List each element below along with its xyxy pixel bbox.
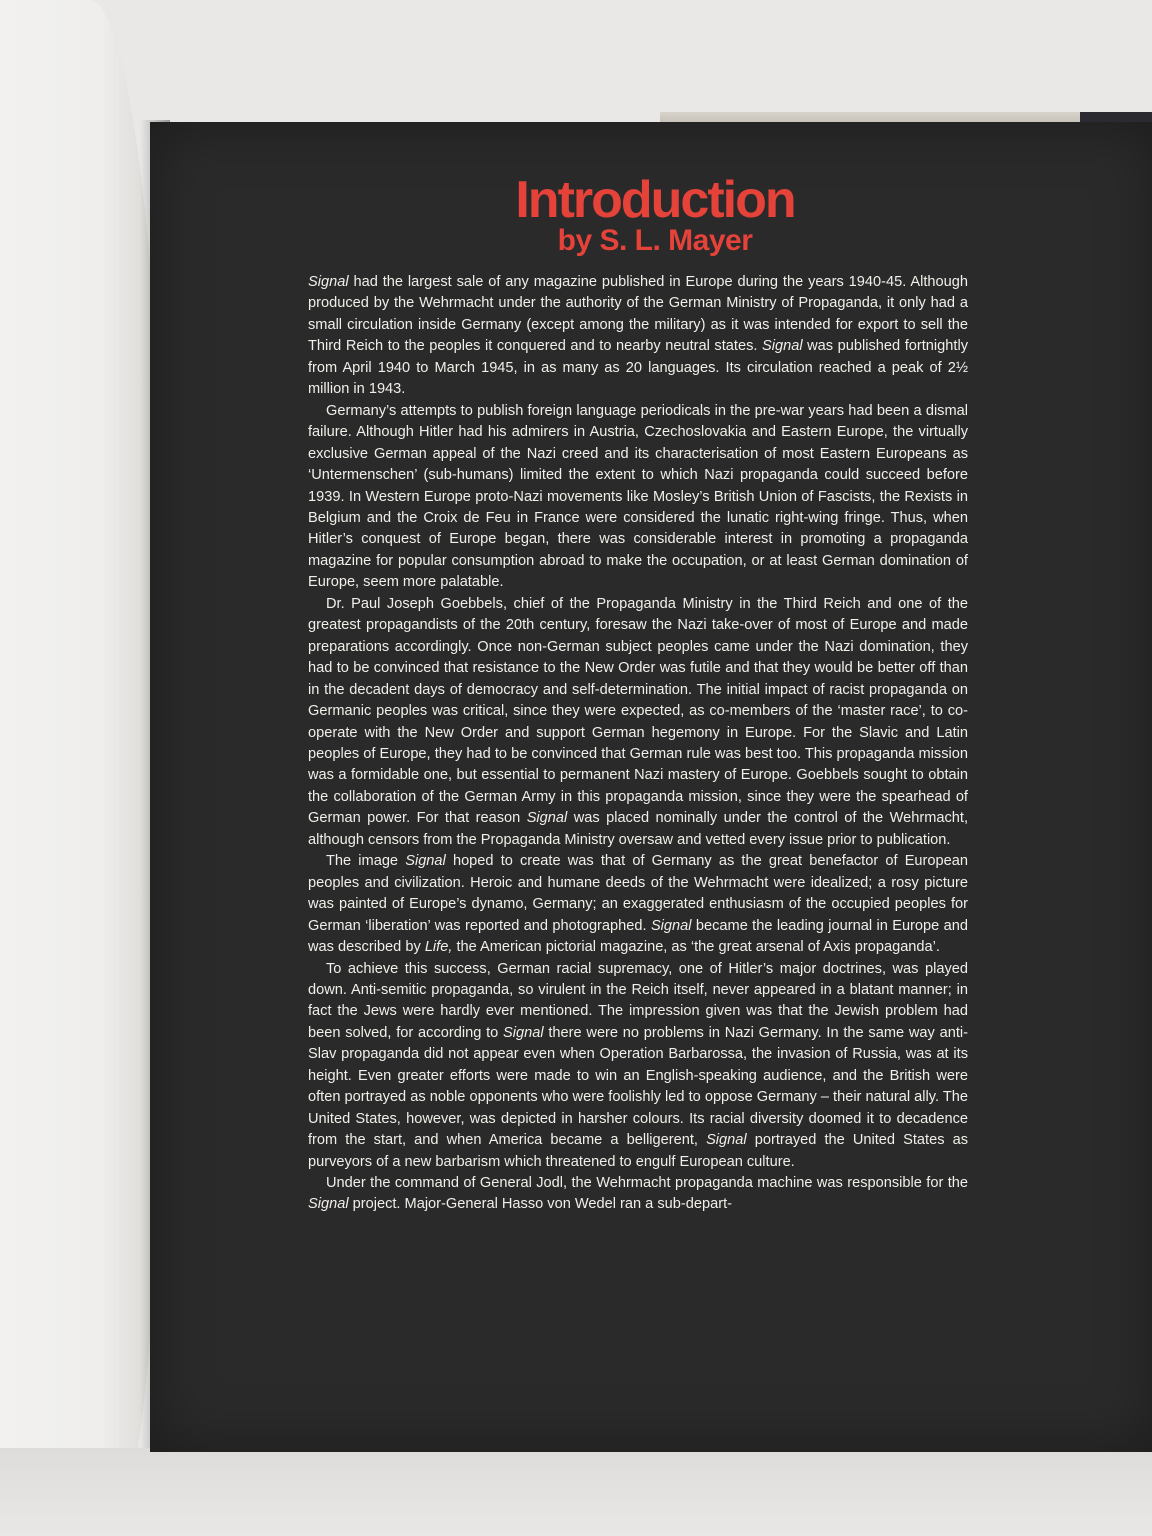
text-run: Germany’s attempts to publish foreign language periodicals in the pre-war years had been a dismal failure. Although Hitler had his admirers in Austria, Czechoslovakia and Eastern Europe, the virtually exclusive German appeal of the Nazi creed and its characterisation of most Eastern Europeans as ‘Untermenschen’ (sub-humans) limited the extent to which Nazi propaganda could succeed before 1939. In Western Europe proto-Nazi movements like Mosley’s British Union of Fascists, the Rexists in Belgium and the Croix de Feu in France were considered the lunatic right-wing fringe. Thus, when Hitler’s conquest of Europe began, there was considerable interest in promoting a propaganda magazine for popular consumption abroad to make the occupation, or at least German domination of Europe, seem more palatable. xyxy=(308,402,968,591)
text-run: was published fortnightly from April 1940 to March 1945, in as many as 20 languages. Its circulation reached a peak of 2½ million in 1943. xyxy=(308,338,968,398)
text-run: had the largest sale of any magazine published in Europe during the years 1940-45. Although produced by the Wehrmacht under the authority of the German Ministry of Propaganda, it only had a small circulation inside Germany (except among the military) as it was intended for export to sell the Third Reich to the peoples it conquered and to nearby neutral states. xyxy=(308,274,968,355)
text-run: became the leading journal in Europe and was described by xyxy=(308,917,968,956)
text-run: there were no problems in Nazi Germany. In the same way anti-Slav propaganda did not appear even when Operation Barbarossa, the invasion of Russia, was at its height. Even greater efforts were made to win an English-speaking audience, and the British were often portrayed as noble opponents who were foolishly led to oppose Germany – their natural ally. The United States, however, was depicted in harsher colours. Its racial diversity doomed it to decadence from the start, and when America became a belligerent, xyxy=(308,1024,968,1149)
italic-text-run: Signal xyxy=(762,338,803,355)
page-title: Introduction xyxy=(515,171,795,229)
text-run: Under the command of General Jodl, the Wehrmacht propaganda machine was responsible for the xyxy=(326,1175,968,1192)
italic-text-run: Signal xyxy=(526,810,568,827)
body-paragraph xyxy=(308,851,968,958)
body-paragraph xyxy=(308,401,968,594)
text-run: The image xyxy=(326,853,406,870)
text-run: hoped to create was that of Germany as the great benefactor of European peoples and civilization. Heroic and humane deeds of the Wehrmacht were idealized; a rosy picture was painted of Europe’s dynamo, Germany; an exaggerated enthusiasm of the occupied peoples for German ‘liberation’ was reported and photographed. xyxy=(308,853,968,934)
page-byline: by S. L. Mayer xyxy=(557,224,753,257)
italic-text-run: Signal xyxy=(503,1024,544,1041)
italic-text-run: Signal xyxy=(650,917,692,934)
italic-text-run: Signal xyxy=(308,274,349,290)
table-surface xyxy=(0,1448,1152,1536)
body-paragraph xyxy=(308,594,968,851)
body-paragraph xyxy=(308,1173,968,1216)
text-run: project. Major-General Hasso von Wedel ran a sub-depart- xyxy=(348,1196,732,1213)
italic-text-run: Signal xyxy=(405,853,446,870)
italic-text-run: Signal xyxy=(706,1132,747,1149)
text-run: Dr. Paul Joseph Goebbels, chief of the Propaganda Ministry in the Third Reich and one of the greatest propagandists of the 20th century, foresaw the Nazi take-over of most of Europe and made preparations accordingly. Once non-German subject peoples came under the Nazi domination, they had to be convinced that resistance to the New Order was futile and that they would be better off than in the decadent days of democracy and self-determination. The initial impact of racist propaganda on Germanic peoples was critical, since they were expected, as co-members of the ‘master race’, to co-operate with the New Order and support German hegemony in Europe. For the Slavic and Latin peoples of Europe, they had to be convinced that German rule was best too. This propaganda mission was a formidable one, but essential to permanent Nazi mastery of Europe. Goebbels sought to obtain the collaboration of the German Army in this propaganda mission, since they were the spearhead of German power. For that reason xyxy=(308,595,968,827)
introduction-page xyxy=(150,122,1152,1452)
text-run: portrayed the United States as purveyors of a new barbarism which threatened to engulf European culture. xyxy=(308,1132,968,1170)
body-paragraph xyxy=(308,272,968,401)
italic-text-run: Signal xyxy=(308,1196,349,1213)
text-run: the American pictorial magazine, as ‘the great arsenal of Axis propaganda’. xyxy=(452,939,940,956)
body-text xyxy=(308,272,968,1216)
text-run: was placed nominally under the control of the Wehrmacht, although censors from the Propaganda Ministry oversaw and vetted every issue prior to publication. xyxy=(308,810,968,848)
text-run: To achieve this success, German racial supremacy, one of Hitler’s major doctrines, was played down. Anti-semitic propaganda, so virulent in the Reich itself, never appeared in a blatant manner; in fact the Jews were hardly ever mentioned. The impression given was that the Jewish problem had been solved, for according to xyxy=(308,960,968,1041)
body-paragraph xyxy=(308,959,968,1174)
italic-text-run: Life, xyxy=(424,939,453,956)
